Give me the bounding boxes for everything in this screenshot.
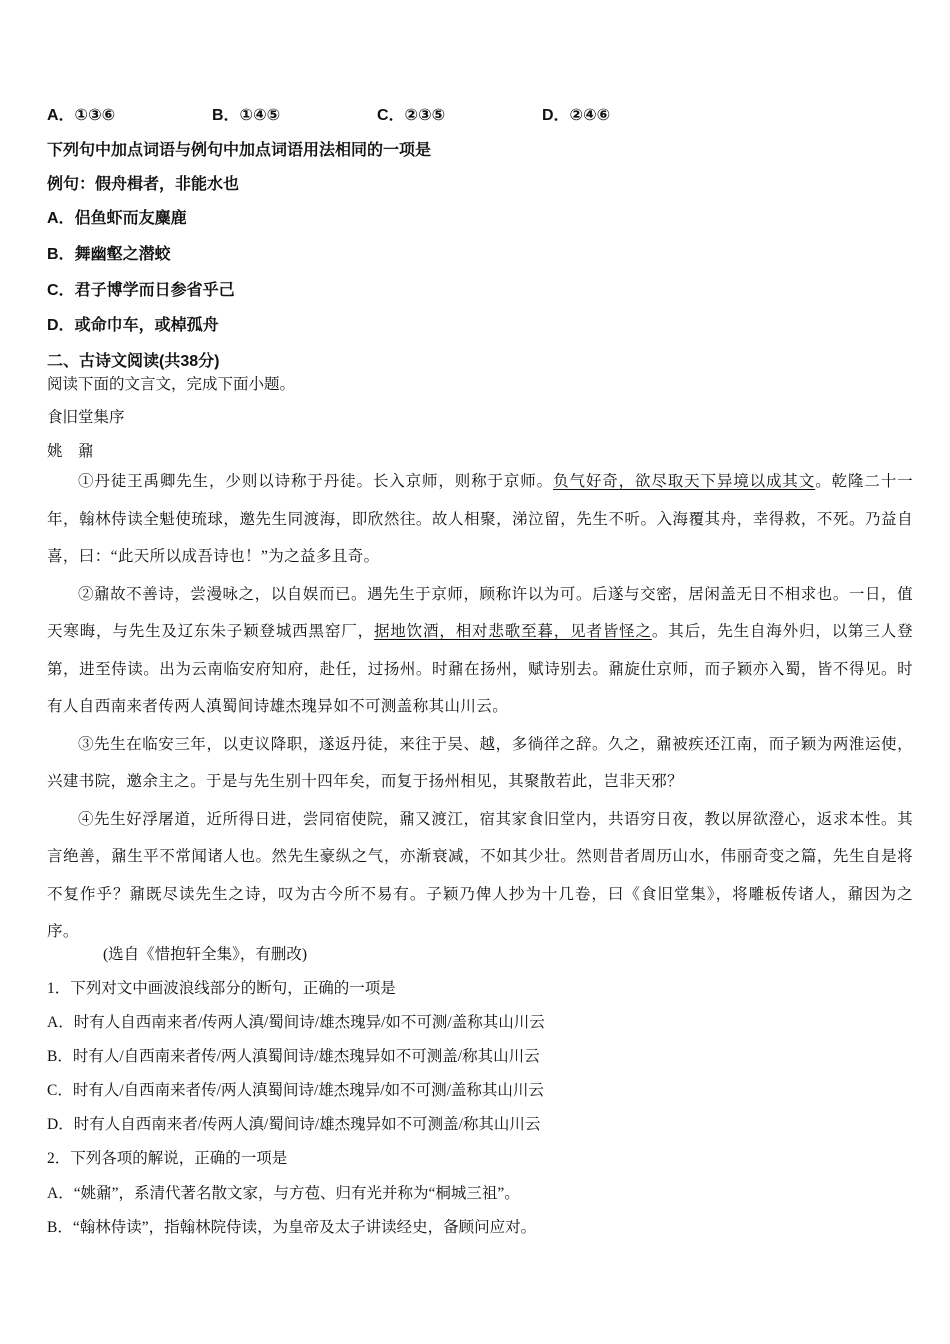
usage-option-c xyxy=(47,277,235,300)
usage-question-stem: 下列句中加点词语与例句中加点词语用法相同的一项是 xyxy=(47,142,432,159)
underlined-sentence: 负气好奇，欲尽取天下异境以成其文 xyxy=(553,473,816,490)
q1-option-b: B．时有人/自西南来者传/两人滇蜀间诗/雄杰瑰异如不可测盖/称其山川云 xyxy=(47,1048,540,1065)
option-text-post: 幽壑之潜蛟 xyxy=(90,246,171,263)
option-text-pre: 君子博学而 xyxy=(74,282,155,299)
passage-paragraph-3: ③先生在临安三年，以吏议降职，遂返丹徒，来往于吴、越，多徜徉之辞。久之，鼐被疾还江南，而子颖为两淮运使，兴建书院，邀余主之。于是与先生别十四年矣，而复于扬州相见，其聚散若此，岂非天邪？ xyxy=(47,735,913,790)
option-text-post: 鱼虾而友麋鹿 xyxy=(90,210,187,227)
passage-author: 姚 鼐 xyxy=(47,443,94,460)
option-text-post: 参省乎己 xyxy=(170,282,235,299)
option-c: C．②③⑤ xyxy=(377,107,446,124)
option-label: D． xyxy=(47,317,75,334)
usage-question-example: 例句：假舟楫者，非能水也 xyxy=(47,176,240,193)
passage-paragraph-4: ④先生好浮屠道，近所得日进，尝同宿使院，鼐又渡江，宿其家食旧堂内，共语穷日夜，教以屏欲澄心，返求本性。其言绝善，鼐生平不常闻诸人也。然先生豪纵之气，亦渐衰减，不如其少壮。然则昔者周历山水，伟丽奇变之篇，先生自是将不复作乎？鼐既尽读先生之诗，叹为古今所不易有。子颖乃俾人抄为十几卷，曰《食旧堂集》，将雕板传诸人，鼐因为之序。 xyxy=(47,810,913,940)
q1-option-a: A．时有人自西南来者/传两人滇/蜀间诗/雄杰瑰异/如不可测/盖称其山川云 xyxy=(47,1014,545,1031)
usage-option-a xyxy=(47,205,187,228)
q1-option-c: C．时有人/自西南来者传/两人滇蜀间诗/雄杰瑰异/如不可测/盖称其山川云 xyxy=(47,1082,544,1099)
dotted-word: 侣 xyxy=(74,210,91,227)
q1-stem: 1．下列对文中画波浪线部分的断句，正确的一项是 xyxy=(47,980,396,997)
option-label: B． xyxy=(47,246,75,263)
dotted-word: 舞 xyxy=(74,246,91,263)
q2-option-b: B．“翰林侍读”，指翰林院侍读，为皇帝及太子讲读经史，备顾问应对。 xyxy=(47,1219,537,1236)
section-heading: 二、古诗文阅读(共38分) xyxy=(47,353,220,370)
passage-source: (选自《惜抱轩全集》，有删改) xyxy=(103,946,308,963)
usage-option-d xyxy=(47,312,219,335)
option-text-post: 孤舟 xyxy=(186,317,219,334)
answer-options-row xyxy=(47,102,747,124)
passage-title: 食旧堂集序 xyxy=(47,409,125,426)
option-text-pre: 或命巾车，或 xyxy=(74,317,171,334)
option-b: B．①④⑤ xyxy=(212,107,281,124)
q2-stem: 2．下列各项的解说，正确的一项是 xyxy=(47,1150,288,1167)
option-d: D．②④⑥ xyxy=(542,107,611,124)
passage-paragraph-1: ①丹徒王禹卿先生，少则以诗称于丹徒。长入京师，则称于京师。负气好奇，欲尽取天下异境以成其文。乾隆二十一年，翰林侍读全魁使琉球，邀先生同渡海，即欣然往。故人相聚，涕泣留，先生不听。入海覆其舟，幸得救，不死。乃益自喜，曰：“此天所以成吾诗也！”为之益多且奇。 xyxy=(47,473,913,565)
option-label: C． xyxy=(47,282,75,299)
q1-option-d: D．时有人自西南来者/传两人滇/蜀间诗/雄杰瑰异如不可测盖/称其山川云 xyxy=(47,1116,541,1133)
q2-option-a: A．“姚鼐”，系清代著名散文家，与方苞、归有光并称为“桐城三祖”。 xyxy=(47,1185,520,1202)
option-label: A． xyxy=(47,210,75,227)
option-a: A．①③⑥ xyxy=(47,107,116,124)
underlined-sentence: 据地饮酒，相对悲歌至暮，见者皆怪之 xyxy=(373,623,652,640)
dotted-word: 日 xyxy=(154,282,171,299)
reading-instruction: 阅读下面的文言文，完成下面小题。 xyxy=(47,376,296,393)
passage-paragraph-2: ②鼐故不善诗，尝漫咏之，以自娱而已。遇先生于京师，顾称许以为可。后遂与交密，居闲盖无日不相求也。一日，值天寒晦，与先生及辽东朱子颖登城西黑窑厂，据地饮酒，相对悲歌至暮，见者皆怪之。其后，先生自海外归，以第三人登第，进至侍读。出为云南临安府知府，赴任，过扬州。时鼐在扬州，赋诗别去。鼐旋仕京师，而子颖亦入蜀，皆不得见。时有人自西南来者传两人滇蜀间诗雄杰瑰异如不可测盖称其山川云。 xyxy=(47,585,913,715)
dotted-word: 棹 xyxy=(170,317,187,334)
passage-body xyxy=(47,463,913,951)
usage-option-b xyxy=(47,241,171,264)
